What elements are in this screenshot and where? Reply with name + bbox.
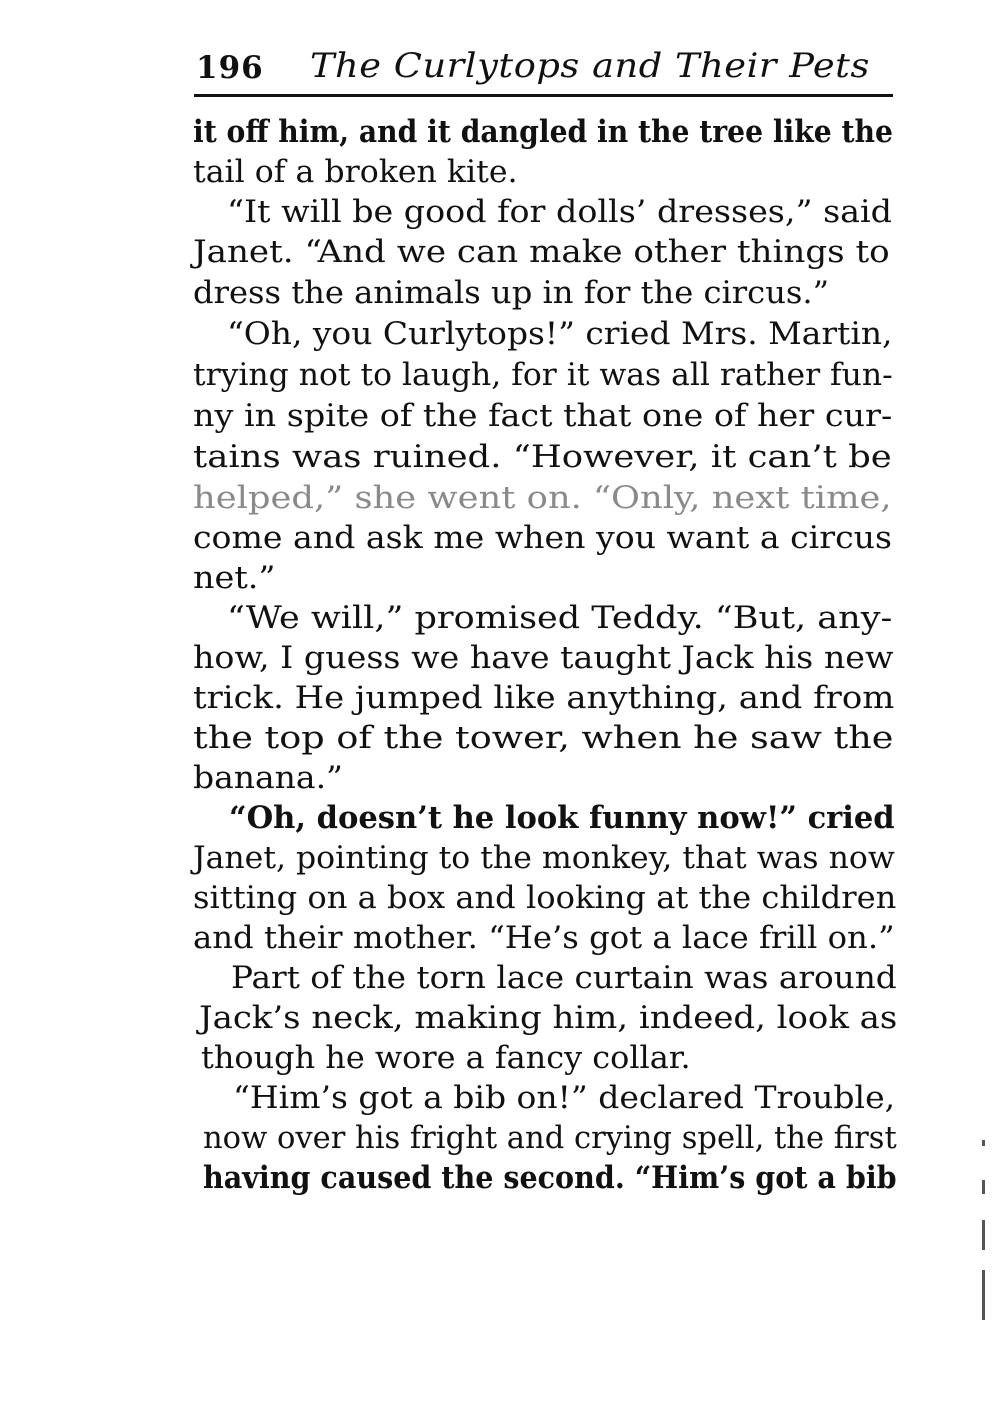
text-line: trying not to laugh, for it was all rather fun- [193, 357, 893, 393]
text-line: “Him’s got a bib on!” declared Trouble, [233, 1080, 896, 1116]
text-line: Janet, pointing to the monkey, that was now [193, 840, 895, 876]
text-line: “Oh, doesn’t he look funny now!” cried [229, 800, 895, 836]
scan-margin-marks [982, 1140, 986, 1330]
text-line: dress the animals up in for the circus.” [193, 275, 830, 311]
text-line: banana.” [193, 760, 343, 796]
header-rule [194, 94, 893, 97]
running-header [196, 44, 892, 92]
text-line: sitting on a box and looking at the children [193, 880, 897, 916]
text-line: tail of a broken kite. [193, 154, 518, 190]
text-line: it off him, and it dangled in the tree like the [193, 114, 893, 150]
text-line: though he wore a fancy collar. [201, 1040, 691, 1076]
text-line: helped,” she went on. “Only, next time, [193, 480, 892, 516]
running-title: The Curlytops and Their Pets [310, 46, 870, 86]
text-line: how, I guess we have taught Jack his new [193, 640, 894, 676]
text-line: “It will be good for dolls’ dresses,” said [227, 194, 893, 230]
text-line: trick. He jumped like anything, and from [193, 680, 895, 716]
text-line: having caused the second. “Him’s got a bib [203, 1160, 897, 1196]
text-line: Janet. “And we can make other things to [193, 234, 890, 270]
text-line: ny in spite of the fact that one of her cur- [193, 398, 893, 434]
text-line: now over his fright and crying spell, the first [203, 1120, 897, 1156]
text-line: the top of the tower, when he saw the [193, 720, 894, 756]
text-line: and their mother. “He’s got a lace frill on.” [193, 920, 895, 956]
page-number: 196 [196, 50, 264, 86]
text-line: tains was ruined. “However, it can’t be [193, 439, 892, 475]
text-line: “Oh, you Curlytops!” cried Mrs. Martin, [227, 316, 893, 352]
text-line: come and ask me when you want a circus [193, 520, 893, 556]
text-line: Part of the torn lace curtain was around [231, 960, 897, 996]
text-line: net.” [193, 560, 276, 596]
text-line: “We will,” promised Teddy. “But, any- [227, 600, 893, 636]
text-line: Jack’s neck, making him, indeed, look as [199, 1000, 898, 1036]
